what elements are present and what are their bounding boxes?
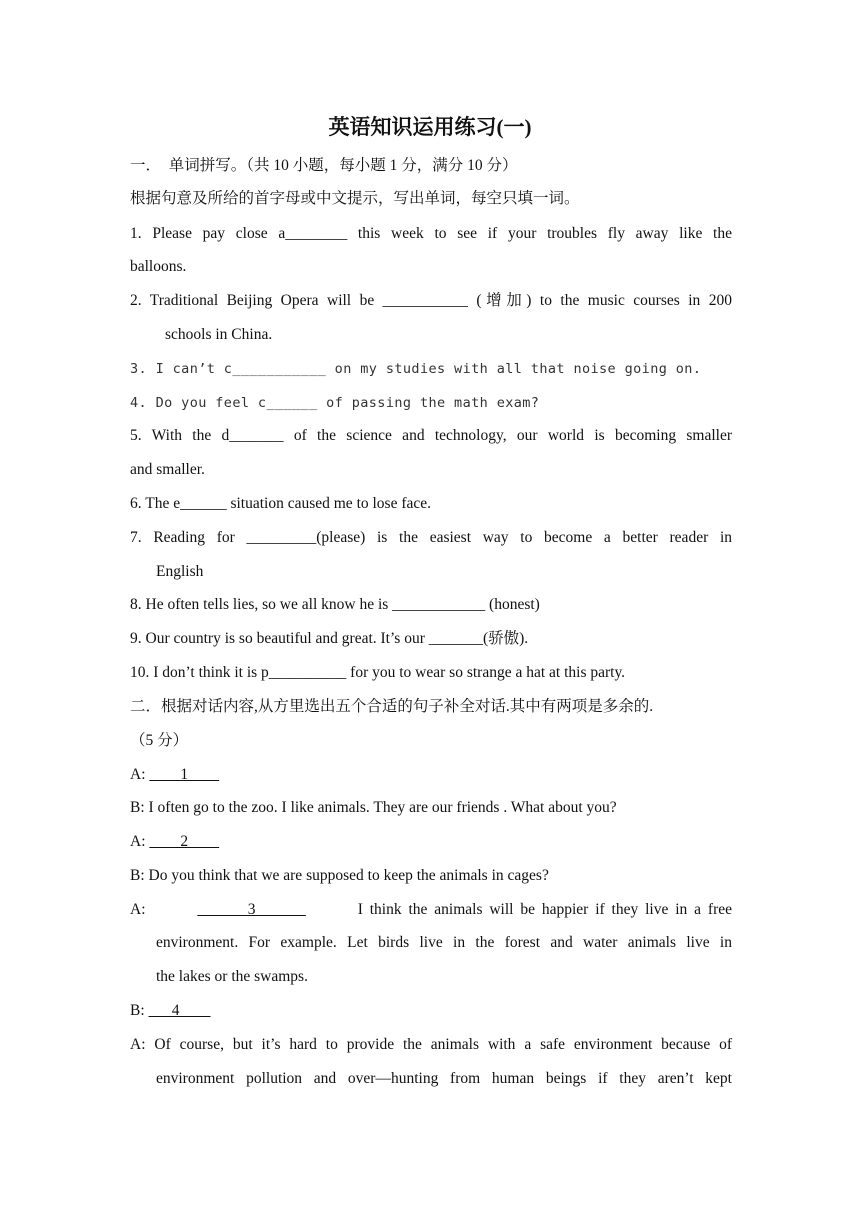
speaker-label: A: bbox=[130, 833, 146, 850]
section1-instruction: 根据句意及所给的首字母或中文提示，写出单词，每空只填一词。 bbox=[130, 190, 580, 207]
speaker-label: B: bbox=[130, 1002, 145, 1019]
dialogue-line-5-end: the lakes or the swamps. bbox=[156, 968, 308, 985]
question-6: 6. The e______ situation caused me to lose face. bbox=[130, 495, 432, 512]
dialogue-line-5-text: I think the animals will be happier if they live in a free bbox=[357, 901, 732, 918]
question-3: 3. I can’t c___________ on my studies with all that noise going on. bbox=[130, 361, 702, 377]
question-7-continued: English bbox=[156, 563, 204, 580]
question-9: 9. Our country is so beautiful and great. It’s our _______(骄傲). bbox=[130, 630, 529, 647]
question-10: 10. I don’t think it is p__________ for you to wear so strange a hat at this party. bbox=[130, 664, 626, 681]
section2-heading-score: （5 分） bbox=[130, 732, 189, 749]
question-7: 7. Reading for _________(please) is the easiest way to become a better reader in bbox=[130, 529, 732, 546]
question-5: 5. With the d_______ of the science and technology, our world is becoming smaller bbox=[130, 427, 732, 444]
dialogue-line-5-continued: environment. For example. Let birds live in the forest and water animals live in bbox=[156, 934, 732, 951]
dialogue-line-6 bbox=[130, 1000, 732, 1022]
answer-blank-1: 1 bbox=[149, 766, 220, 783]
dialogue-line-5 bbox=[130, 899, 732, 921]
dialogue-line-2: B: I often go to the zoo. I like animals. They are our friends . What about you? bbox=[130, 799, 617, 816]
question-8: 8. He often tells lies, so we all know he is ____________ (honest) bbox=[130, 596, 540, 613]
dialogue-line-1 bbox=[130, 764, 732, 786]
question-5-continued: and smaller. bbox=[130, 461, 205, 478]
question-2-continued: schools in China. bbox=[165, 326, 273, 343]
dialogue-line-7: A: Of course, but it’s hard to provide the animals with a safe environment because of bbox=[130, 1036, 732, 1053]
answer-blank-2: 2 bbox=[149, 833, 220, 850]
dialogue-line-7-continued: environment pollution and over—hunting from human beings if they aren’t kept bbox=[156, 1070, 732, 1087]
speaker-label: A: bbox=[130, 901, 146, 918]
answer-blank-4: 4 bbox=[148, 1002, 211, 1019]
question-1-continued: balloons. bbox=[130, 258, 187, 275]
dialogue-line-4: B: Do you think that we are supposed to keep the animals in cages? bbox=[130, 867, 549, 884]
question-2: 2. Traditional Beijing Opera will be ___________ (增加) to the music courses in 200 bbox=[130, 292, 732, 309]
section1-heading: 一． 单词拼写。（共 10 小题，每小题 1 分，满分 10 分） bbox=[130, 157, 518, 174]
speaker-label: A: bbox=[130, 766, 146, 783]
page-title: 英语知识运用练习(一) bbox=[328, 115, 532, 139]
question-4: 4. Do you feel c______ of passing the math exam? bbox=[130, 395, 540, 411]
answer-blank-3: 3 bbox=[197, 901, 306, 918]
section2-heading: 二．根据对话内容,从方里选出五个合适的句子补全对话.其中有两项是多余的. bbox=[130, 698, 654, 715]
dialogue-line-3 bbox=[130, 831, 732, 853]
question-1: 1. Please pay close a________ this week to see if your troubles fly away like the bbox=[130, 225, 732, 242]
